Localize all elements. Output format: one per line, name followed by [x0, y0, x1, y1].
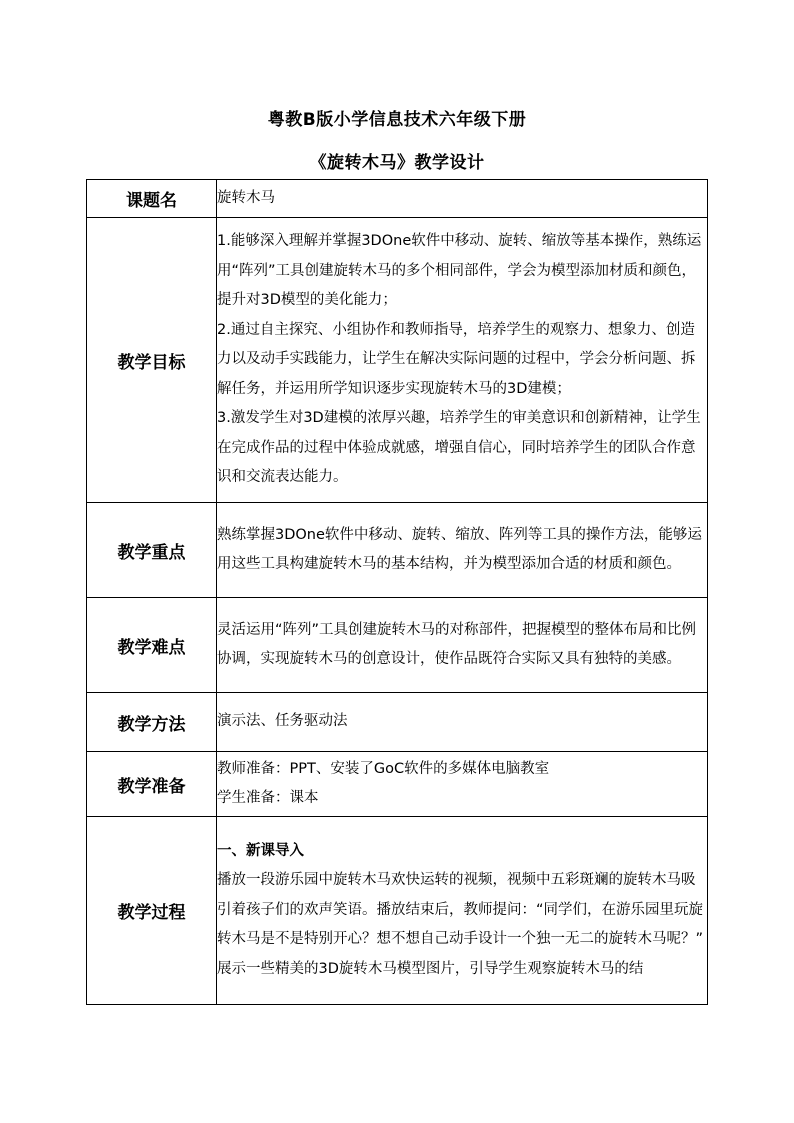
value-difficulties: 灵活运用“阵列”工具创建旋转木马的对称部件，把握模型的整体布局和比例协调，实现旋转木马的创意设计，使作品既符合实际又具有独特的美感。 — [217, 598, 708, 693]
label-difficulties: 教学难点 — [87, 598, 217, 693]
row-difficulties — [87, 598, 708, 693]
row-process — [87, 817, 708, 1005]
label-preparation: 教学准备 — [87, 752, 217, 817]
value-topic: 旋转木马 — [217, 180, 708, 218]
process-paragraph: 展示一些精美的3D旋转木马模型图片，引导学生观察旋转木马的结 — [217, 960, 644, 977]
process-paragraph: 播放一段游乐园中旋转木马欢快运转的视频，视频中五彩斑斓的旋转木马吸引着孩子们的欢声笑语。播放结束后，教师提问：“同学们，在游乐园里玩旋转木马是不是特别开心？想不想自己动手设计一个独一无二的旋转木马呢？” — [217, 872, 704, 948]
row-methods — [87, 693, 708, 752]
lesson-plan-table — [86, 179, 708, 1005]
preparation-teacher: 教师准备：PPT、安装了GoC软件的多媒体电脑教室 — [217, 760, 550, 777]
objective-item: 1.能够深入理解并掌握3DOne软件中移动、旋转、缩放等基本操作，熟练运用“阵列”工具创建旋转木马的多个相同部件，学会为模型添加材质和颜色，提升对3D模型的美化能力； — [217, 233, 702, 309]
label-process: 教学过程 — [87, 817, 217, 1005]
process-section-title: 一、新课导入 — [217, 842, 304, 859]
row-objectives — [87, 218, 708, 503]
objective-item: 3.激发学生对3D建模的浓厚兴趣，培养学生的审美意识和创新精神，让学生在完成作品的过程中体验成就感，增强自信心，同时培养学生的团队合作意识和交流表达能力。 — [217, 410, 701, 486]
value-objectives — [217, 218, 708, 503]
value-process — [217, 817, 708, 1005]
value-key-points: 熟练掌握3DOne软件中移动、旋转、缩放、阵列等工具的操作方法，能够运用这些工具构建旋转木马的基本结构，并为模型添加合适的材质和颜色。 — [217, 503, 708, 598]
label-key-points: 教学重点 — [87, 503, 217, 598]
label-methods: 教学方法 — [87, 693, 217, 752]
row-topic — [87, 180, 708, 218]
document-subtitle: 《旋转木马》教学设计 — [309, 153, 485, 173]
objective-item: 2.通过自主探究、小组协作和教师指导，培养学生的观察力、想象力、创造力以及动手实践能力，让学生在解决实际问题的过程中，学会分析问题、拆解任务，并运用所学知识逐步实现旋转木马的3D建模； — [217, 321, 696, 397]
value-methods: 演示法、任务驱动法 — [217, 693, 708, 752]
label-objectives: 教学目标 — [87, 218, 217, 503]
row-key-points — [87, 503, 708, 598]
row-preparation — [87, 752, 708, 817]
preparation-student: 学生准备：课本 — [217, 790, 319, 806]
document-title: 粤教B版小学信息技术六年级下册 — [267, 110, 527, 130]
value-preparation — [217, 752, 708, 817]
label-topic: 课题名 — [87, 180, 217, 218]
